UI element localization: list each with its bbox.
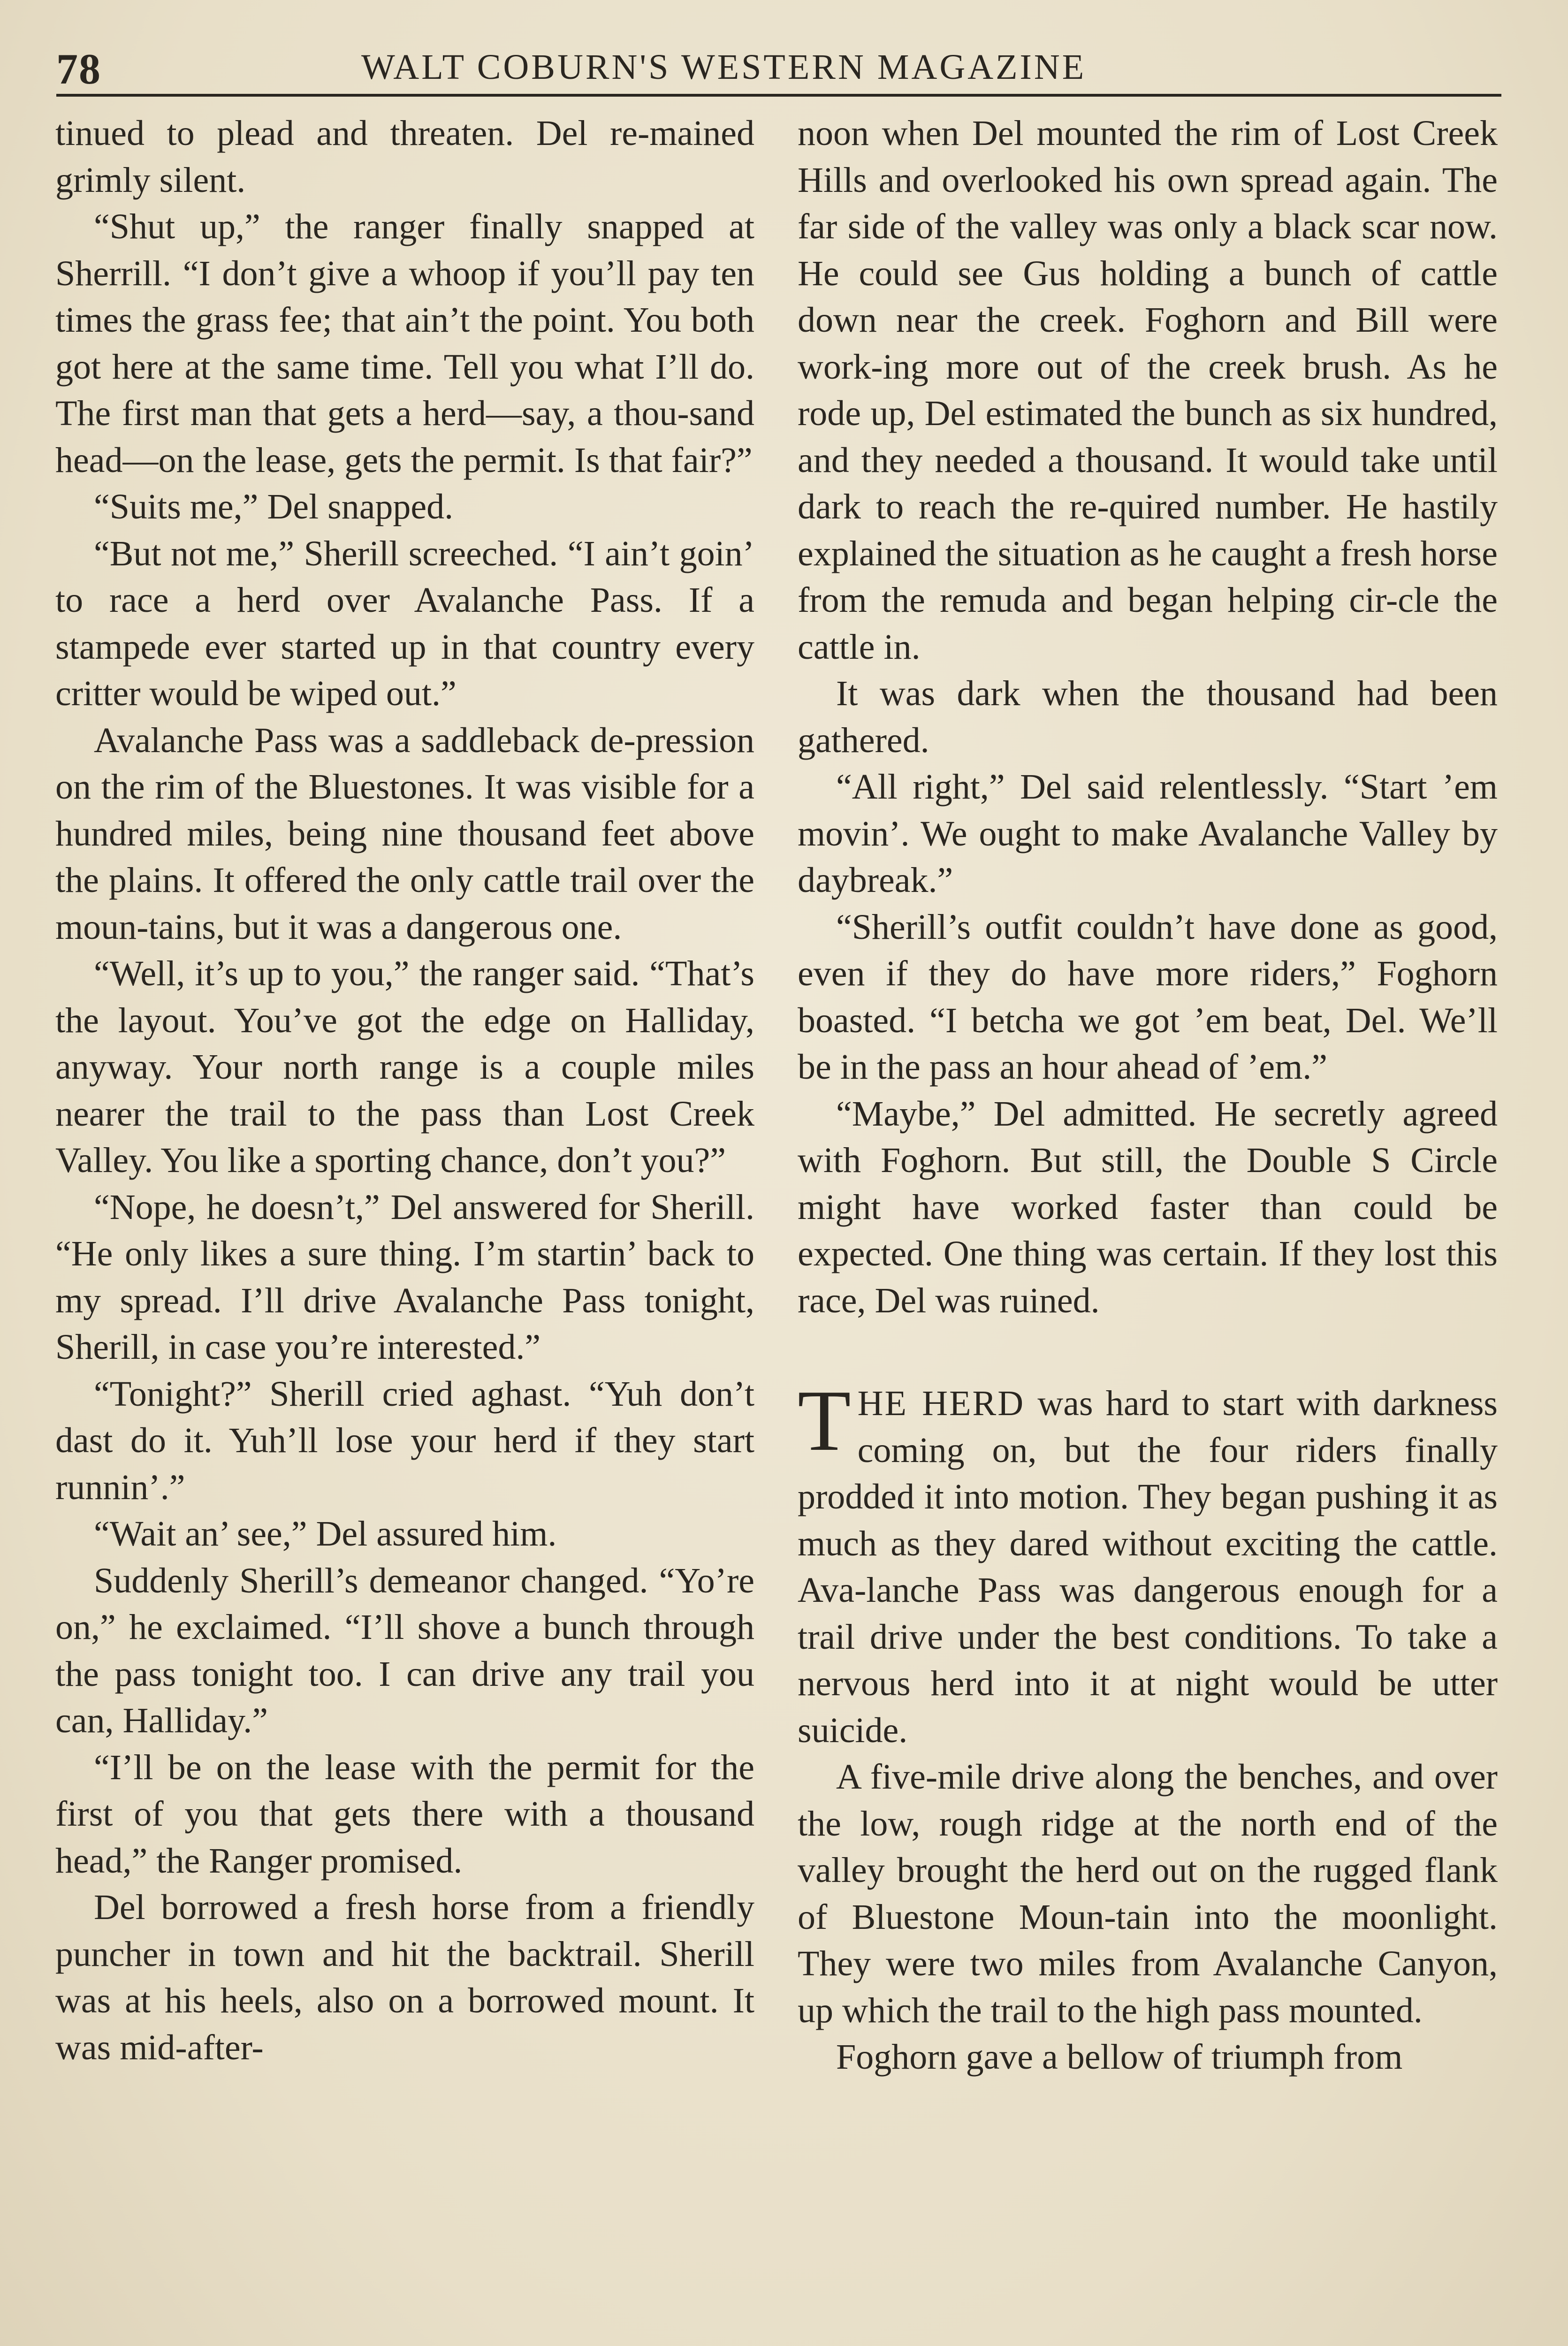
- running-head: WALT COBURN'S WESTERN MAGAZINE: [361, 47, 1087, 87]
- paragraph: Avalanche Pass was a saddleback de-pression on the rim of the Bluestones. It was visible for a hundred miles, being nine thousand feet above the plains. It offered the only cattle trail over the moun-tains, but it was a dangerous one.: [55, 720, 754, 947]
- page-number: 78: [56, 45, 101, 93]
- paragraph: Foghorn gave a bellow of triumph from: [836, 2037, 1403, 2077]
- paragraph: noon when Del mounted the rim of Lost Creek Hills and overlooked his own spread again. The far side of the valley was only a black scar now. He could see Gus holding a bunch of cattle down near the creek. Foghorn and Bill were work-ing more out of the creek brush. As he rode up, Del estimated the bunch as six hundred, and they needed a thousand. It would take until dark to reach the re-quired number. He hastily explained the situation as he caught a fresh horse from the remuda and began helping cir-cle the cattle in.: [798, 114, 1498, 667]
- paragraph: “Shut up,” the ranger finally snapped at Sherrill. “I don’t give a whoop if you’ll pay ten times the grass fee; that ain’t the point. You both got here at the same time. Tell you what I’ll do. The first man that gets a herd—say, a thou-sand head—on the lease, gets the permit. Is that fair?”: [55, 207, 754, 480]
- paragraph: “Tonight?” Sherill cried aghast. “Yuh don’t dast do it. Yuh’ll lose your herd if they start runnin’.”: [55, 1374, 754, 1507]
- paragraph: “Sherill’s outfit couldn’t have done as good, even if they do have more riders,” Foghorn boasted. “I betcha we got ’em beat, Del. We’ll be in the pass an hour ahead of ’em.”: [798, 907, 1498, 1087]
- paragraph-text: was hard to start with darkness coming on, but the four riders finally prodded it into motion. They began pushing it as much as they dared without exciting the cattle. Ava-lanche Pass was dangerous enough for a trail drive under the best conditions. To take a nervous herd into it at night would be utter suicide.: [798, 1384, 1498, 1750]
- paragraph: “All right,” Del said relentlessly. “Start ’em movin’. We ought to make Avalanche Valley by daybreak.”: [798, 767, 1498, 900]
- section-opening-paragraph: [798, 1372, 1498, 1754]
- paragraph: “But not me,” Sherill screeched. “I ain’t goin’ to race a herd over Avalanche Pass. If a stampede ever started up in that country every critter would be wiped out.”: [55, 533, 754, 713]
- paragraph: Del borrowed a fresh horse from a friendly puncher in town and hit the backtrail. Sherill was at his heels, also on a borrowed mount. It was mid-after-: [55, 1888, 754, 2067]
- paragraph: “Wait an’ see,” Del assured him.: [94, 1514, 557, 1554]
- paragraph: “Nope, he doesn’t,” Del answered for Sherill. “He only likes a sure thing. I’m startin’ back to my spread. I’ll drive Avalanche Pass tonight, Sherill, in case you’re interested.”: [55, 1187, 754, 1367]
- paragraph: “Maybe,” Del admitted. He secretly agreed with Foghorn. But still, the Double S Circle might have worked faster than could be expected. One thing was certain. If they lost this race, Del was ruined.: [798, 1094, 1498, 1320]
- paragraph: “Well, it’s up to you,” the ranger said. “That’s the layout. You’ve got the edge on Halliday, anyway. Your north range is a couple miles nearer the trail to the pass than Lost Creek Valley. You like a sporting chance, don’t you?”: [55, 954, 754, 1180]
- paragraph: “I’ll be on the lease with the permit for the first of you that gets there with a thousand head,” the Ranger promised.: [55, 1747, 754, 1881]
- paragraph: Suddenly Sherill’s demeanor changed. “Yo’re on,” he exclaimed. “I’ll shove a bunch through the pass tonight too. I can drive any trail you can, Halliday.”: [55, 1561, 754, 1740]
- lead-in-caps: HE HERD: [857, 1384, 1025, 1423]
- page-header: [56, 42, 1501, 97]
- section-break: [798, 1324, 1498, 1380]
- paragraph: tinued to plead and threaten. Del re-mained grimly silent.: [55, 114, 754, 200]
- right-column: [798, 110, 1498, 2346]
- paragraph: “Suits me,” Del snapped.: [94, 487, 454, 526]
- paragraph: A five-mile drive along the benches, and over the low, rough ridge at the north end of the valley brought the herd out on the rugged flank of Bluestone Moun-tain into the moonlight. They were two miles from Avalanche Canyon, up which the trail to the high pass mounted.: [798, 1757, 1498, 2030]
- paragraph: It was dark when the thousand had been gathered.: [798, 674, 1498, 760]
- drop-cap: T: [798, 1372, 851, 1469]
- left-column: [55, 110, 754, 2346]
